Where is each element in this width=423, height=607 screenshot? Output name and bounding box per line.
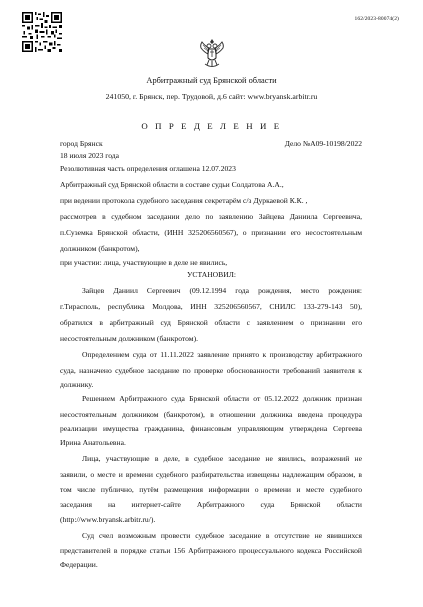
intro-line: должником (банкротом), bbox=[60, 244, 140, 253]
paragraph-line: том числе публично, путём размещения информации о времени и месте судебного bbox=[60, 485, 362, 494]
paragraph-line: реализации имущества гражданина, финансовым управляющим утверждена Сергеева bbox=[60, 424, 362, 433]
intro-line: п.Суземка Брянской области, (ИНН 325206560567), о признании его несостоятельным bbox=[60, 228, 362, 237]
paragraph-line: несостоятельным должником (банкротом). bbox=[60, 334, 199, 343]
paragraph-line: Лица, участвующие в деле, в судебное заседание не явились, возражений не bbox=[82, 454, 362, 463]
paragraph-line: обратился в арбитражный суд Брянской области с заявлением о признании его bbox=[60, 318, 362, 327]
court-website-link[interactable]: (http://www.bryansk.arbitr.ru/). bbox=[60, 515, 156, 524]
document-title: О П Р Е Д Е Л Е Н И Е bbox=[141, 121, 282, 131]
paragraph-line: Ирина Анатольевна. bbox=[60, 438, 126, 447]
intro-line: Арбитражный суд Брянской области в составе судьи Солдатова А.А., bbox=[60, 180, 284, 189]
paragraph-line: Определением суда от 11.11.2022 заявление принято к производству арбитражного bbox=[82, 350, 362, 359]
court-address: 241050, г. Брянск, пер. Трудовой, д.6 сайт: www.bryansk.arbitr.ru bbox=[105, 92, 318, 101]
coat-of-arms-icon bbox=[196, 36, 228, 70]
paragraph-line: Решением Арбитражного суда Брянской области от 05.12.2022 должник признан bbox=[82, 394, 362, 403]
paragraph-line: представителей в порядке статьи 156 Арбитражного процессуального кодекса Российской bbox=[60, 546, 362, 555]
qr-code-icon bbox=[22, 12, 62, 52]
intro-line: рассмотрев в судебном заседании дело по заявлению Зайцева Даниила Сергеевича, bbox=[60, 212, 362, 221]
paragraph-line: заявили, о месте и времени судебного разбирательства извещены надлежащим образом, в bbox=[60, 470, 362, 479]
paragraph-line: заседания на интернет-сайте Арбитражного суда Брянской области bbox=[60, 500, 362, 509]
case-code: 162/2023-80074(2) bbox=[354, 16, 399, 22]
paragraph-line: Суд счел возможным провести судебное заседание в отсутствие не явившихся bbox=[82, 531, 362, 540]
paragraph-line: суда, назначено судебное заседание по проверке обоснованности требований заявителя к bbox=[60, 366, 362, 375]
paragraph-line: несостоятельным должником (банкротом), в отношении должника введена процедура bbox=[60, 410, 362, 419]
paragraph-line: Зайцев Даниил Сергеевич (09.12.1994 года рождения, место рождения: bbox=[82, 286, 362, 295]
paragraph-line: Федерации. bbox=[60, 560, 98, 569]
section-heading-ustanovil: УСТАНОВИЛ: bbox=[187, 270, 236, 279]
announcement-line: Резолютивная часть определения оглашена 12.07.2023 bbox=[60, 164, 236, 173]
intro-line: при ведении протокола судебного заседания секретарём с/з Дуркаевой К.К. , bbox=[60, 196, 308, 205]
city: город Брянск bbox=[60, 139, 103, 148]
intro-line: при участии: лица, участвующие в деле не явились, bbox=[60, 258, 228, 267]
paragraph-line: г.Тирасполь, республика Молдова, ИНН 325206560567, СНИЛС 133-279-143 50), bbox=[60, 302, 362, 311]
case-number: Дело №А09-10198/2022 bbox=[284, 139, 362, 148]
court-name: Арбитражный суд Брянской области bbox=[146, 76, 277, 85]
decision-date: 18 июля 2023 года bbox=[60, 151, 120, 160]
paragraph-line: должнику. bbox=[60, 380, 94, 389]
